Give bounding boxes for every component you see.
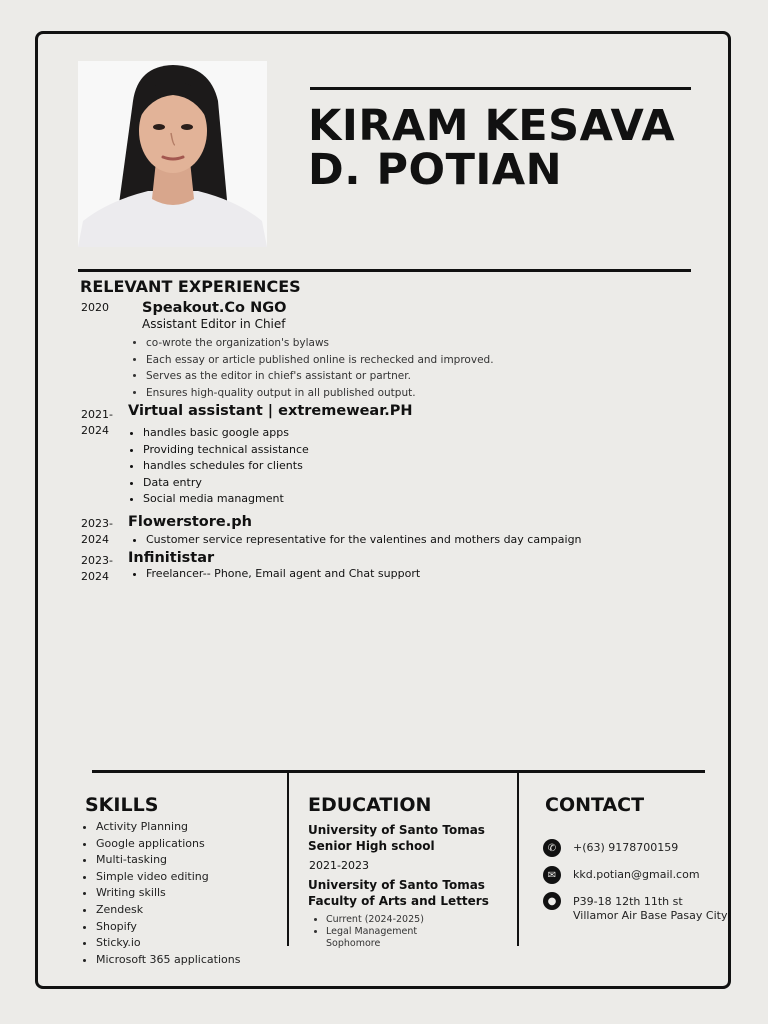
list-item: • Data entry bbox=[143, 475, 309, 492]
list-item: • Writing skills bbox=[96, 885, 240, 902]
contact-email-row bbox=[543, 866, 700, 884]
job-title: Flowerstore.ph bbox=[128, 514, 252, 530]
job-bullets bbox=[128, 566, 420, 582]
skills-list bbox=[78, 819, 240, 968]
list-item: • Legal Management Sophomore bbox=[326, 926, 446, 950]
list-item: • Microsoft 365 applications bbox=[96, 952, 240, 969]
list-item: • Multi-tasking bbox=[96, 852, 240, 869]
job-year: 2023- 2024 bbox=[81, 517, 113, 546]
list-item: • Ensures high-quality output in all published output. bbox=[146, 385, 494, 402]
name-rule bbox=[310, 87, 691, 90]
list-item: • Serves as the editor in chief's assistant or partner. bbox=[146, 368, 494, 385]
school-name: University of Santo Tomas Senior High school bbox=[308, 823, 485, 853]
school-name: University of Santo Tomas Faculty of Arts and Letters bbox=[308, 878, 489, 908]
job-year: 2021- 2024 bbox=[81, 408, 113, 437]
list-item: • Shopify bbox=[96, 919, 240, 936]
education-heading: EDUCATION bbox=[308, 794, 432, 816]
job-title: Infinitistar bbox=[128, 550, 215, 566]
job-bullets bbox=[128, 335, 494, 401]
list-item: • Customer service representative for the valentines and mothers day campaign bbox=[146, 532, 582, 548]
job-year: 2020 bbox=[81, 301, 109, 314]
list-item: • Providing technical assistance bbox=[143, 442, 309, 459]
experience-heading: RELEVANT EXPERIENCES bbox=[80, 277, 301, 296]
list-item: • Zendesk bbox=[96, 902, 240, 919]
list-item: • Each essay or article published online is rechecked and improved. bbox=[146, 352, 494, 369]
contact-heading: CONTACT bbox=[545, 794, 645, 816]
list-item: • Simple video editing bbox=[96, 869, 240, 886]
list-item: • Current (2024-2025) bbox=[326, 914, 446, 926]
list-item: • co-wrote the organization's bylaws bbox=[146, 335, 494, 352]
list-item: • Freelancer-- Phone, Email agent and Chat support bbox=[146, 566, 420, 582]
education-details bbox=[308, 914, 446, 950]
bottom-rule bbox=[92, 770, 705, 773]
candidate-name: KIRAM KESAVA D. POTIAN bbox=[308, 101, 676, 195]
phone-icon: ✆ bbox=[543, 839, 561, 857]
phone-number: +(63) 9178700159 bbox=[573, 841, 679, 854]
job-title: Speakout.Co NGO bbox=[142, 300, 287, 316]
column-divider bbox=[287, 772, 289, 946]
mail-icon: ✉ bbox=[543, 866, 561, 884]
profile-photo bbox=[78, 61, 267, 247]
contact-address-row bbox=[543, 892, 728, 923]
list-item: • Activity Planning bbox=[96, 819, 240, 836]
skills-heading: SKILLS bbox=[85, 794, 159, 816]
list-item: • Sticky.io bbox=[96, 935, 240, 952]
email-address[interactable]: kkd.potian@gmail.com bbox=[573, 868, 700, 881]
address: P39-18 12th 11th st Villamor Air Base Pasay City bbox=[573, 895, 728, 922]
list-item: • Social media managment bbox=[143, 491, 309, 508]
column-divider bbox=[517, 772, 519, 946]
experience-rule bbox=[78, 269, 691, 272]
education-years: 2021-2023 bbox=[309, 859, 369, 872]
job-bullets bbox=[125, 425, 309, 508]
list-item: • handles schedules for clients bbox=[143, 458, 309, 475]
job-year: 2023- 2024 bbox=[81, 554, 113, 583]
list-item: • Google applications bbox=[96, 836, 240, 853]
list-item: • handles basic google apps bbox=[143, 425, 309, 442]
location-pin-icon: ● bbox=[543, 892, 561, 910]
job-bullets bbox=[128, 532, 582, 548]
job-subtitle: Assistant Editor in Chief bbox=[142, 317, 286, 331]
contact-phone-row bbox=[543, 839, 678, 857]
job-title: Virtual assistant | extremewear.PH bbox=[128, 403, 413, 419]
